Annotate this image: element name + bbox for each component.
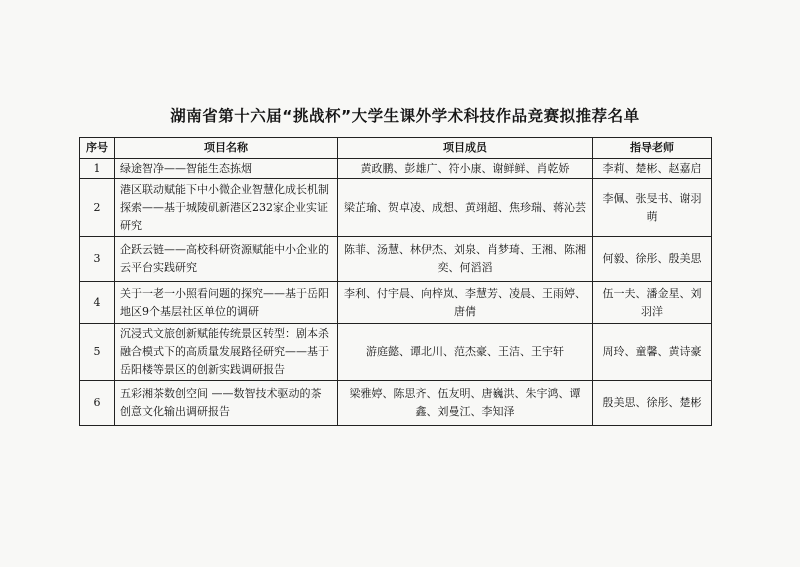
row-number: 1	[80, 159, 115, 179]
project-members: 游庭懿、谭北川、范杰豪、王洁、王宇轩	[338, 324, 593, 381]
project-name: 企跃云链——高校科研资源赋能中小企业的云平台实践研究	[115, 237, 338, 282]
row-number: 5	[80, 324, 115, 381]
column-header-members: 项目成员	[338, 138, 593, 159]
project-teachers: 周玲、童馨、黄诗豪	[593, 324, 712, 381]
project-teachers: 伍一夫、潘金星、刘羽洋	[593, 282, 712, 324]
project-members: 黄政鹏、彭雄广、符小康、谢鲜鲜、肖乾娇	[338, 159, 593, 179]
project-name: 港区联动赋能下中小微企业智慧化成长机制探索——基于城陵矶新港区232家企业实证研究	[115, 179, 338, 237]
project-teachers: 何毅、徐彤、殷美思	[593, 237, 712, 282]
project-members: 陈菲、汤慧、林伊杰、刘泉、肖梦琦、王湘、陈湘奕、何滔滔	[338, 237, 593, 282]
project-name: 绿途智净——智能生态拣烟	[115, 159, 338, 179]
project-name: 关于一老一小照看问题的探究——基于岳阳地区9个基层社区单位的调研	[115, 282, 338, 324]
table-row	[80, 324, 712, 381]
project-teachers: 李佩、张旻书、谢羽萌	[593, 179, 712, 237]
row-number: 3	[80, 237, 115, 282]
project-teachers: 李莉、楚彬、赵嘉启	[593, 159, 712, 179]
table-header-row	[80, 138, 712, 159]
row-number: 4	[80, 282, 115, 324]
row-number: 6	[80, 381, 115, 426]
column-header-teachers: 指导老师	[593, 138, 712, 159]
column-header-name: 项目名称	[115, 138, 338, 159]
project-name: 沉浸式文旅创新赋能传统景区转型：剧本杀融合模式下的高质量发展路径研究——基于岳阳楼等景区的创新实践调研报告	[115, 324, 338, 381]
column-header-no: 序号	[80, 138, 115, 159]
recommendation-table	[79, 137, 712, 426]
table-row	[80, 237, 712, 282]
project-members: 李利、付宇晨、向梓岚、李慧芳、凌晨、王雨婷、唐倩	[338, 282, 593, 324]
project-teachers: 殷美思、徐彤、楚彬	[593, 381, 712, 426]
project-name: 五彩湘茶数创空间 ——数智技术驱动的茶创意文化输出调研报告	[115, 381, 338, 426]
table-row	[80, 282, 712, 324]
project-members: 梁雅婷、陈思齐、伍友明、唐巍洪、朱宇鸿、谭鑫、刘曼江、李知泽	[338, 381, 593, 426]
document-title: 湖南省第十六届“挑战杯”大学生课外学术科技作品竞赛拟推荐名单	[170, 107, 640, 125]
table-row	[80, 381, 712, 426]
table-row	[80, 179, 712, 237]
row-number: 2	[80, 179, 115, 237]
project-members: 梁芷瑜、贺卓凌、成想、黄翊超、焦珍瑞、蒋沁芸	[338, 179, 593, 237]
table-row	[80, 159, 712, 179]
